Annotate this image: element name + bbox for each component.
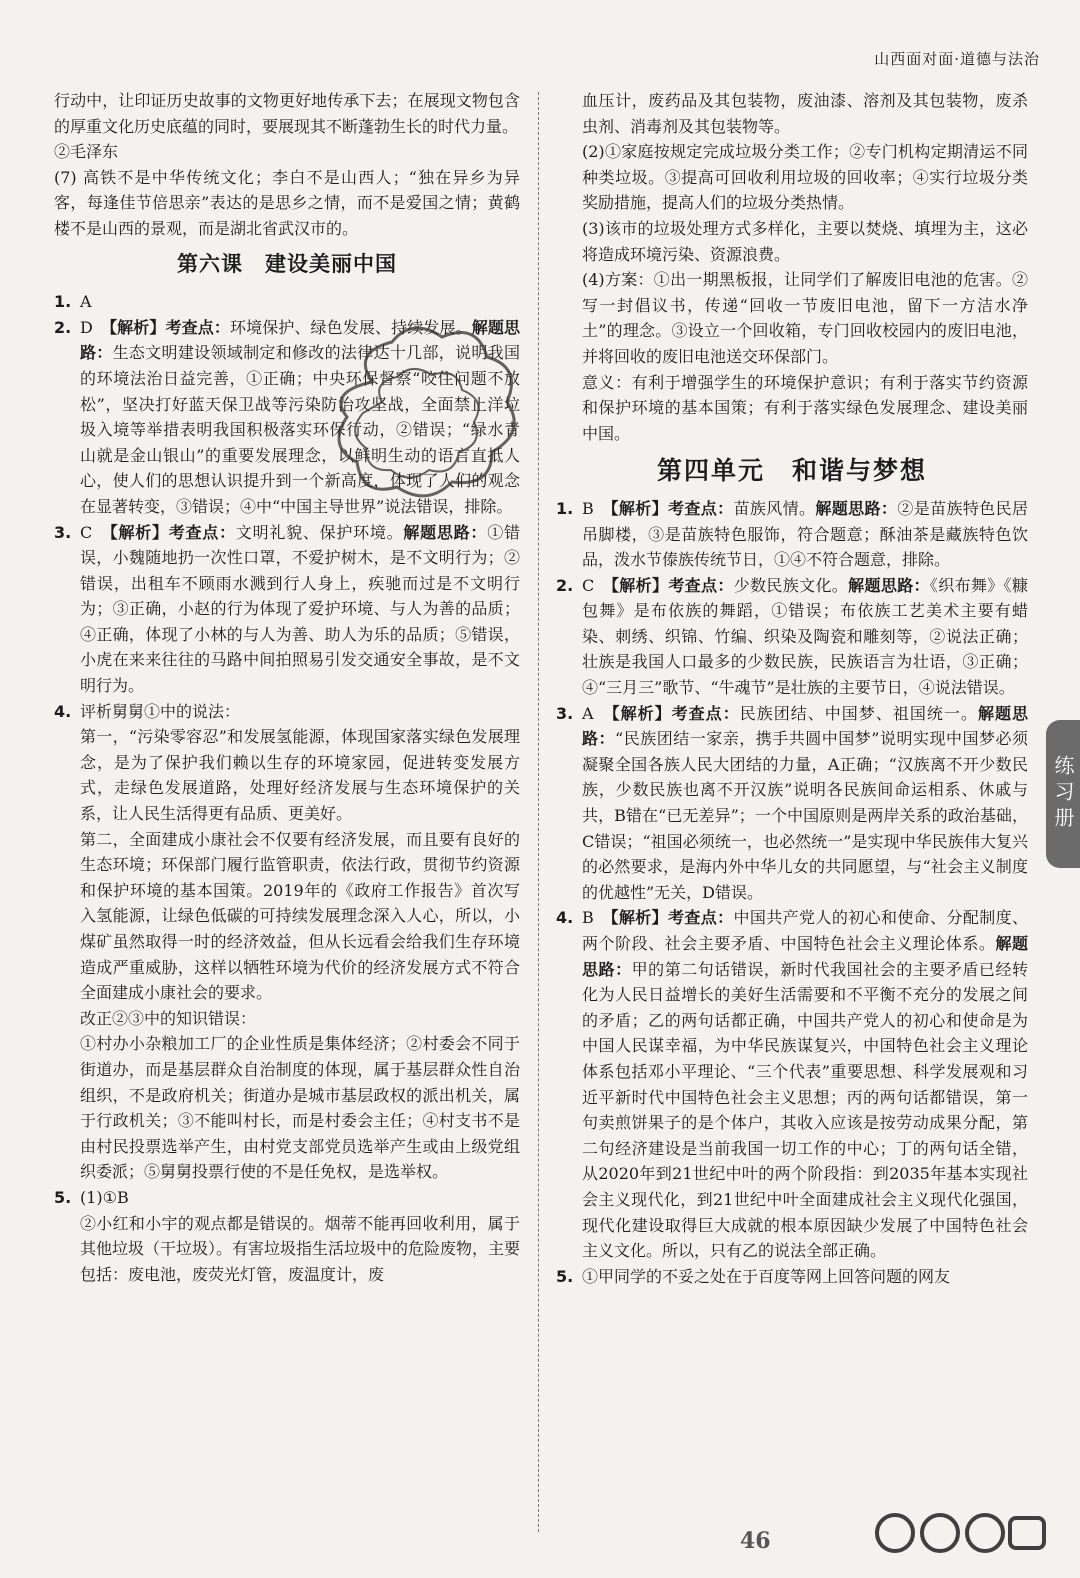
left-column <box>54 88 520 1287</box>
question-number: 4. <box>556 908 574 928</box>
paragraph: ②小红和小宇的观点都是错误的。烟蒂不能再回收利用，属于其他垃圾（干垃圾）。有害垃圾指生活垃圾中的危险废物，主要包括：废电池，废荧光灯管，废温度计，废 <box>80 1213 521 1284</box>
right-column <box>556 88 1028 1289</box>
question-4 <box>54 699 520 1185</box>
solution-label: 解题思路： <box>80 317 520 363</box>
question-3 <box>54 520 520 699</box>
topic-text: 民族团结、中国梦、祖国统一。 <box>739 703 978 723</box>
paragraph: (1)①B <box>80 1187 129 1207</box>
question-number: 5. <box>556 1266 574 1286</box>
topic-text: 苗族风情。 <box>733 498 816 518</box>
paragraph: ②毛泽东 <box>54 142 119 162</box>
analysis-label: 【解析】考查点： <box>610 498 734 518</box>
answer: A <box>80 292 92 312</box>
solution-label: 解题思路： <box>848 575 930 595</box>
topic-text: 中国共产党人的初心和使命、分配制度、两个阶段、社会主要矛盾、中国特色社会主义理论体系。 <box>582 908 1028 953</box>
page-number: 46 <box>740 1528 771 1554</box>
solution-text: ②是苗族特色民居吊脚楼，③是苗族特色服饰，符合题意；酥油茶是藏族特色饮品，泼水节傣族传统节日，①④不符合题意，排除。 <box>582 498 1028 570</box>
answer: B <box>582 498 611 518</box>
question-5 <box>556 1264 1028 1290</box>
question-3 <box>556 701 1028 906</box>
question-4 <box>556 905 1028 1263</box>
question-1 <box>556 496 1028 573</box>
solution-text: 生态文明建设领域制定和修改的法律达十几部，说明我国的环境法治日益完善，①正确；中央环保督察“咬住问题不放松”，坚决打好蓝天保卫战等污染防治攻坚战，全面禁止洋垃圾入境等举措表明我国积极落实环保行动，②错误；“绿水青山就是金山银山”的重要发展理念，以鲜明生动的语言直抵人心，使人们的思想认识提升到一个新高度，体现了人们的观念在显著转变，③错误；④中“中国主导世界”说法错误，排除。 <box>80 343 520 516</box>
analysis-label: 【解析】考查点： <box>109 522 236 542</box>
analysis-label: 【解析】考查点： <box>611 703 740 723</box>
question-number: 3. <box>556 703 574 723</box>
answer: B <box>582 908 611 928</box>
solution-text: “民族团结一家亲，携手共圆中国梦”说明实现中国梦必须凝聚全国各族人民大团结的力量，A正确；“汉族离不开少数民族，少数民族也离不开汉族”说明各民族间命运相系、休戚与共，B错在“已无差异”；一个中国原则是两岸关系的政治基础，C错误；“祖国必须统一，也必然统一”是实现中华民族伟大复兴的必然要求，是海内外中华儿女的共同愿望，与“社会主义制度的优越性”无关，D错误。 <box>582 729 1028 902</box>
paragraph: ①村办小杂粮加工厂的企业性质是集体经济；②村委会不同于街道办，而是基层群众自治制度的体现，属于基层群众性自治组织，不是政府机关；街道办是城市基层政权的派出机关，属于行政机关；③不能叫村长，而是村委会主任；④村支书不是由村民投票选举产生，由村党支部党员选举产生或由上级党组织委派；⑤舅舅投票行使的不是任免权，是选举权。 <box>80 1034 520 1182</box>
answer: C <box>582 575 611 595</box>
paragraph: (4)方案：①出一期黑板报，让同学们了解废旧电池的危害。②写一封倡议书，传递“回收一节废旧电池，留下一方洁水净土”的理念。③设立一个回收箱，专门回收校园内的废旧电池，并将回收的废旧电池送交环保部门。 <box>582 270 1028 366</box>
solution-label: 解题思路： <box>815 498 898 518</box>
paragraph: (3)该市的垃圾处理方式多样化，主要以焚烧、填埋为主，这必将造成环境污染、资源浪费。 <box>582 218 1028 264</box>
topic-text: 环境保护、绿色发展、持续发展。 <box>229 317 472 337</box>
solution-text: 甲的第二句话错误，新时代我国社会的主要矛盾已经转化为人民日益增长的美好生活需要和不平衡不充分的发展之间的矛盾；乙的两句话都正确，中国共产党人的初心和使命是为中国人民谋幸福，为中华民族谋复兴，中国特色社会主义理论体系包括邓小平理论、“三个代表”重要思想、科学发展观和习近平新时代中国特色社会主义思想；丙的两句话都错误，第一句卖煎饼果子的是个体户，其收入应该是按劳动成果分配，第二句经济建设是当前我国一切工作的中心；丁的两句话全错，从2020年到21世纪中叶的两个阶段指：到2035年基本实现社会主义现代化，到21世纪中叶全面建成社会主义现代化强国，现代化建设取得巨大成就的根本原因缺少发展了中国特色社会主义文化。所以，只有乙的说法全部正确。 <box>582 959 1028 1261</box>
paragraph: (7) 高铁不是中华传统文化；李白不是山西人；“独在异乡为异客，每逢佳节倍思亲”表达的是思乡之情，而不是爱国之情；黄鹤楼不是山西的景观，而是湖北省武汉市的。 <box>54 167 520 238</box>
question-number: 4. <box>54 701 72 721</box>
side-tab-practice-book: 练习册 <box>1046 720 1080 868</box>
paragraph: 第二，全面建成小康社会不仅要有经济发展，而且要有良好的生态环境；环保部门履行监管职责，依法行政，贯彻节约资源和保护环境的基本国策。2019年的《政府工作报告》首次写入氢能源，让绿色低碳的可持续发展理念深入人心，所以，小煤矿虽然取得一时的经济效益，但从长远看会给我们生存环境造成严重威胁，这样以牺牲环境为代价的经济发展方式不符合全面建成小康社会的要求。 <box>80 829 520 1003</box>
question-number: 3. <box>54 522 72 542</box>
answer: D <box>80 317 110 337</box>
column-divider <box>538 92 539 1532</box>
question-2 <box>556 573 1028 701</box>
paragraph: 行动中，让印证历史故事的文物更好地传承下去；在展现文物包含的厚重文化历史底蕴的同时，要展现其不断蓬勃生长的时代力量。 <box>54 91 520 136</box>
question-number: 1. <box>556 498 574 518</box>
question-number: 1. <box>54 292 72 312</box>
question-number: 5. <box>54 1187 72 1207</box>
question-number: 2. <box>556 575 574 595</box>
watermark-stamp-icon <box>312 322 542 532</box>
lesson-title: 第六课 建设美丽中国 <box>177 251 397 276</box>
answer: C <box>80 522 110 542</box>
question-5 <box>54 1185 520 1287</box>
analysis-label: 【解析】考查点： <box>610 575 734 595</box>
topic-text: 文明礼貌、保护环境。 <box>235 522 404 542</box>
solution-text: ①错误，小魏随地扔一次性口罩，不爱护树木，是不文明行为；②错误，出租车不顾雨水溅到行人身上，疾驰而过是不文明行为；③正确，小赵的行为体现了爱护环境、与人为善的品质；④正确，体现了小林的与人为善、助人为乐的品质；⑤错误，小虎在来来往往的马路中间拍照易引发交通安全事故，是不文明行为。 <box>80 522 520 696</box>
analysis-label: 【解析】考查点： <box>610 908 734 928</box>
paragraph: 评析舅舅①中的说法： <box>80 701 241 721</box>
analysis-label: 【解析】考查点： <box>109 317 230 337</box>
solution-label: 解题思路： <box>403 522 488 542</box>
paragraph: 血压计，废药品及其包装物，废油漆、溶剂及其包装物，废杀虫剂、消毒剂及其包装物等。 <box>582 91 1028 136</box>
solution-text: 《织布舞》《糠包舞》是布依族的舞蹈，①错误；布依族工艺美术主要有蜡染、刺绣、织锦、竹编、织染及陶瓷和雕刻等，②说法正确；壮族是我国人口最多的少数民族，民族语言为壮语，③正确；④“三月三”歌节、“牛魂节”是壮族的主要节日，④说法错误。 <box>582 575 1028 698</box>
topic-text: 少数民族文化。 <box>733 575 849 595</box>
answer: A <box>582 703 612 723</box>
watermark-logo-icon <box>870 1508 1050 1558</box>
solution-label: 解题思路： <box>582 934 1028 979</box>
answer-text: ①甲同学的不妥之处在于百度等网上回答问题的网友 <box>582 1266 951 1286</box>
paragraph: 第一，“污染零容忍”和发展氢能源，体现国家落实绿色发展理念，是为了保护我们赖以生存的环境家园，促进转变发展方式，走绿色发展道路，处理好经济发展与生态环境保护的关系，让人民生活得更有品质、更美好。 <box>80 727 520 824</box>
question-1 <box>54 289 520 315</box>
paragraph: 改正②③中的知识错误： <box>80 1008 257 1028</box>
page-header: 山西面对面·道德与法治 <box>874 50 1040 68</box>
unit-title: 第四单元 和谐与梦想 <box>656 456 927 486</box>
paragraph: 意义：有利于增强学生的环境保护意识；有利于落实节约资源和保护环境的基本国策；有利于落实绿色发展理念、建设美丽中国。 <box>582 372 1028 443</box>
solution-label: 解题思路： <box>582 703 1028 749</box>
paragraph: (2)①家庭按规定完成垃圾分类工作；②专门机构定期清运不同种类垃圾。③提高可回收利用垃圾的回收率；④实行垃圾分类奖励措施，提高人们的垃圾分类热情。 <box>582 142 1028 213</box>
question-number: 2. <box>54 317 72 337</box>
